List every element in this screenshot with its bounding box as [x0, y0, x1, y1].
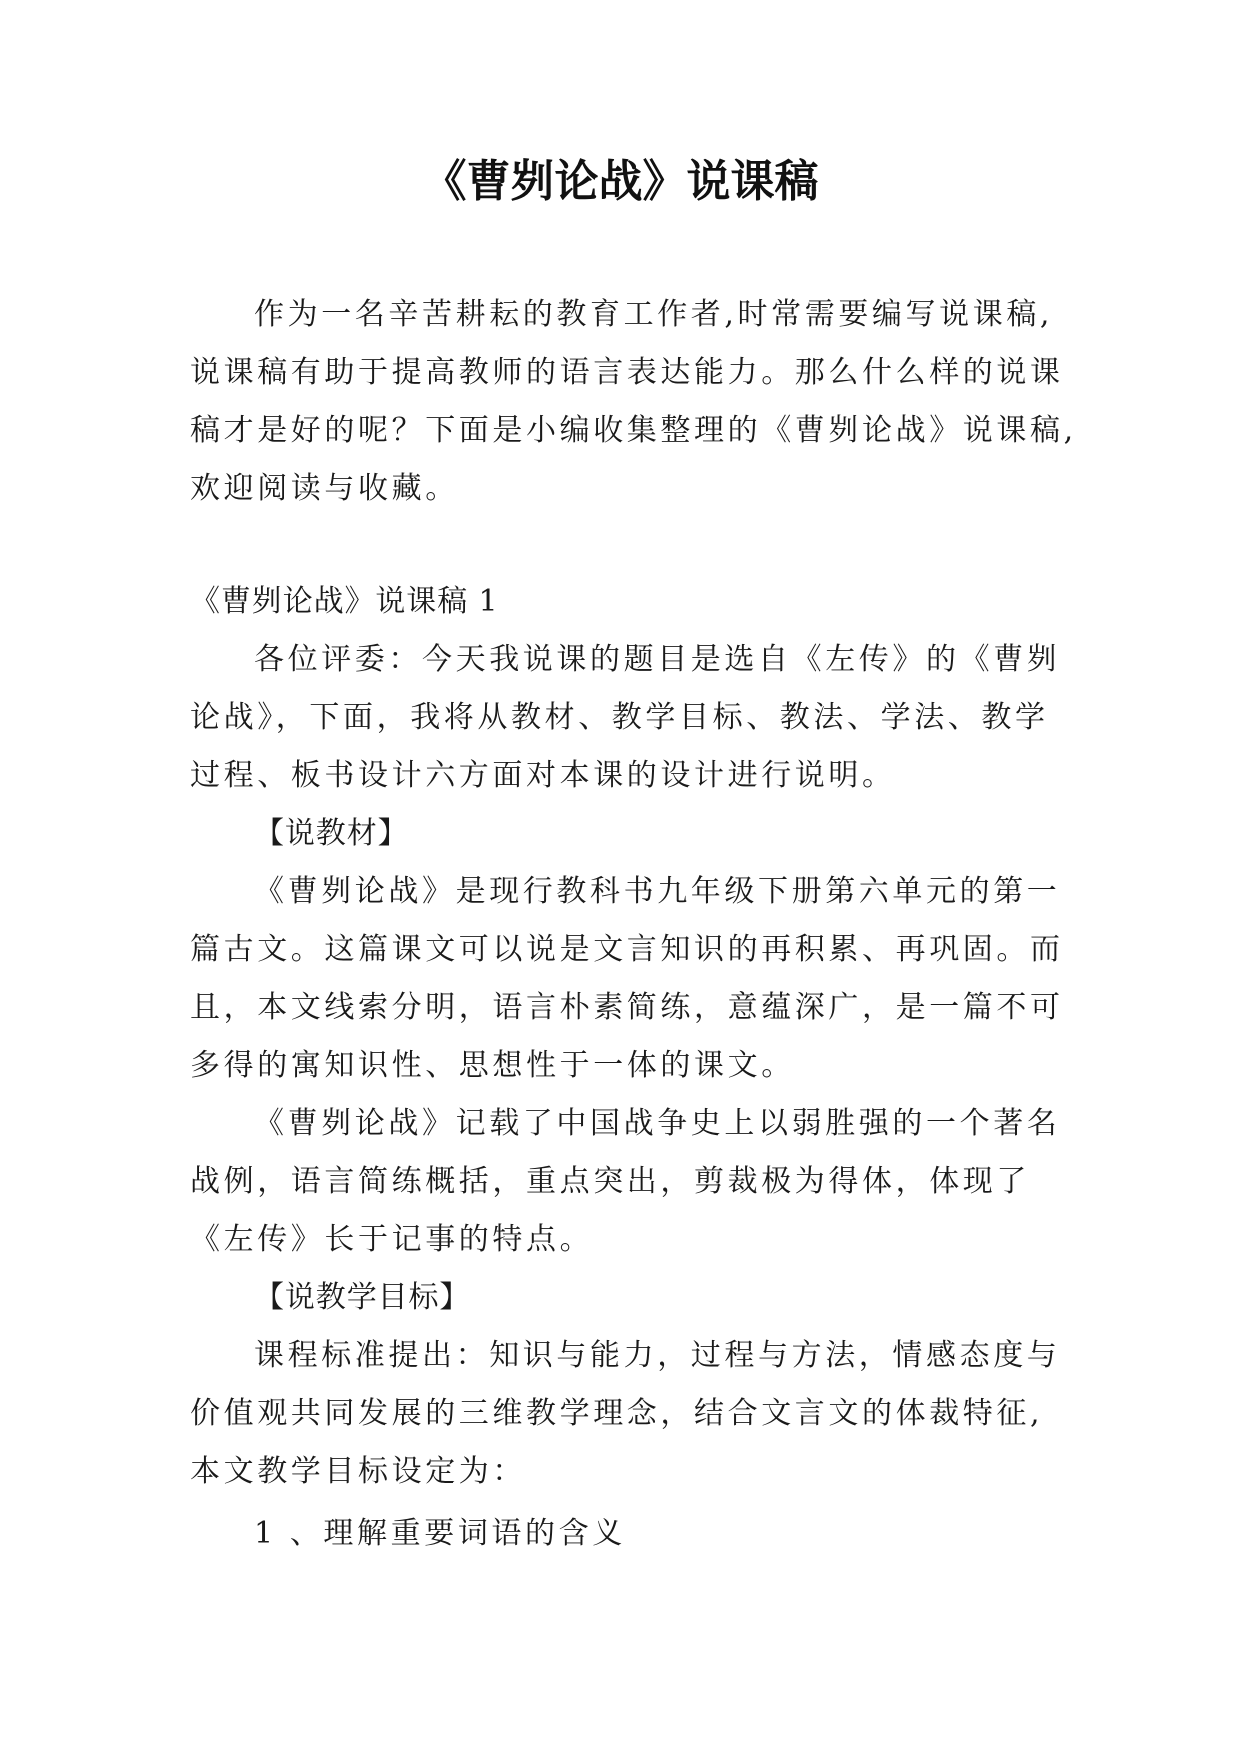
paragraph-line: 课程标准提出：知识与能力，过程与方法，情感态度与 — [254, 1338, 1061, 1373]
paragraph-line: 《曹刿论战》记载了中国战争史上以弱胜强的一个著名 — [254, 1106, 1061, 1141]
paragraph-line: 且，本文线索分明，语言朴素简练，意蕴深广，是一篇不可 — [190, 990, 1064, 1025]
paragraph-line: 战例，语言简练概括，重点突出，剪裁极为得体，体现了 — [190, 1164, 1030, 1199]
paragraph-line: 多得的寓知识性、思想性于一体的课文。 — [190, 1048, 795, 1083]
subheading-teaching-goals: 【说教学目标】 — [254, 1280, 471, 1315]
intro-line-1: 作为一名辛苦耕耘的教育工作者,时常需要编写说课稿, — [254, 297, 1054, 332]
list-item: 1 、理解重要词语的含义 — [254, 1516, 626, 1551]
intro-line-2: 说课稿有助于提高教师的语言表达能力。那么什么样的说课 — [190, 355, 1064, 390]
paragraph-line: 过程、板书设计六方面对本课的设计进行说明。 — [190, 758, 896, 793]
paragraph-line: 《曹刿论战》是现行教科书九年级下册第六单元的第一 — [254, 874, 1061, 909]
paragraph-line: 本文教学目标设定为： — [190, 1454, 526, 1489]
section-heading: 《曹刿论战》说课稿 1 — [190, 584, 499, 619]
paragraph-line: 价值观共同发展的三维教学理念，结合文言文的体裁特征, — [190, 1396, 1044, 1431]
paragraph-line: 《左传》长于记事的特点。 — [190, 1222, 594, 1257]
document-title: 《曹刿论战》说课稿 — [422, 156, 819, 207]
paragraph-line: 各位评委：今天我说课的题目是选自《左传》的《曹刿 — [254, 642, 1061, 677]
intro-line-3: 稿才是好的呢？下面是小编收集整理的《曹刿论战》说课稿, — [190, 413, 1077, 448]
intro-line-4: 欢迎阅读与收藏。 — [190, 471, 459, 506]
subheading-teaching-material: 【说教材】 — [254, 816, 409, 851]
paragraph-line: 论战》，下面，我将从教材、教学目标、教法、学法、教学 — [190, 700, 1049, 735]
paragraph-line: 篇古文。这篇课文可以说是文言知识的再积累、再巩固。而 — [190, 932, 1064, 967]
